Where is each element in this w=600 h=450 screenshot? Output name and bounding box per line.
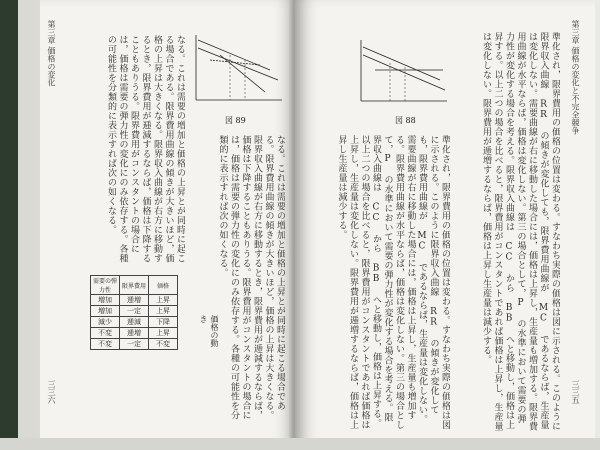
table-row bbox=[91, 328, 178, 339]
left-page-header: 第三章 価格の変化 bbox=[47, 20, 56, 87]
table-cell: 逓減 bbox=[120, 317, 149, 328]
left-body-text-top: なる。これは需要の増加と価格の上昇とが同時に起こる場合である。限界費用曲線の傾きが大きいほど，価格の上昇は大きくなる。限界収入曲線が右方に移動するとき，限界費用が逓減するならば，価格は下降することもありうる。限界費用がコンスタントの場合には，価格は需要の弾力性の変化にのみ依存する。各種の可能性を分類的に表示すれば次の如くなる。 bbox=[106, 35, 185, 263]
right-page-header: 第三章 価格の変化と不完全競争 bbox=[571, 20, 580, 135]
left-body-text-bottom: なる。これは需要の増加と価格の上昇とが同時に起こる場合である。限界費用曲線の傾きが大きいほど，価格の上昇は大きくなる。限界収入曲線が右方に移動するとき，限界費用が逓減するならば，価格は下降することもありうる。限界費用がコンスタントの場合には，価格は需要の弾力性の変化にのみ依存する。各種の可能性を分類的に表示すれば次の如くなる。 bbox=[217, 135, 285, 420]
table-cell: 一定 bbox=[120, 306, 149, 317]
table-cell: 増加 bbox=[91, 306, 120, 317]
table-row bbox=[91, 295, 178, 306]
table-cell: 上昇 bbox=[149, 306, 178, 317]
classification-table bbox=[90, 275, 219, 350]
table-cell: 一定 bbox=[120, 339, 149, 350]
table-header-cell: 限界費用 bbox=[120, 276, 149, 295]
table-cell: 逓増 bbox=[120, 328, 149, 339]
table-cell: 不変 bbox=[91, 328, 120, 339]
table-title: 価格の動き bbox=[199, 315, 219, 347]
table-header-cell: 価格 bbox=[149, 276, 178, 295]
table-row bbox=[91, 339, 178, 350]
table-cell: 下降 bbox=[149, 317, 178, 328]
table-cell: 上昇 bbox=[149, 295, 178, 306]
table-cell: 不変 bbox=[91, 339, 120, 350]
table-cell: 増加 bbox=[91, 295, 120, 306]
book-binding bbox=[0, 0, 18, 450]
table-row bbox=[91, 317, 178, 328]
left-page bbox=[40, 0, 295, 450]
table-row bbox=[91, 306, 178, 317]
table-cell: 上昇 bbox=[149, 328, 178, 339]
price-movement-table bbox=[90, 275, 178, 350]
figure-88-diagram bbox=[355, 35, 450, 110]
table-cell: 減少 bbox=[91, 317, 120, 328]
table-header-cell: 需要の弾力性 bbox=[91, 276, 120, 295]
right-page-number: 三三五 bbox=[571, 380, 580, 404]
left-page-number: 三三六 bbox=[47, 380, 56, 404]
table-cell: 不変 bbox=[149, 339, 178, 350]
right-body-text-top: 準化され，限界費用の価格の位置は変わる。すなわち実際の価格は図に示される。このように限界収入曲線 RR の傾きが変化しても，限界費用曲線が MC であるならば，生産量は変化しない。需要曲線が右に移動した場合には，価格は上昇し，生産量も増加する。限界費用曲線が水平ならば，価格は変化しない。第三の場合として，P の水準において需要の弾力性が変化する場合を考える。限界収入曲線は CC から BB へと移動し，価格は上昇する。以上二つの場合を比べると，限界費用がコンスタントであれば価格は上昇し，生産量は変化しない。限界費用が逓増するならば，価格は上昇し生産量は減少する。 bbox=[481, 32, 560, 431]
right-body-text-bottom: 準化され，限界費用の価格の位置は変わる。すなわち実際の価格は図に示される。このように限界収入曲線 RR の傾きが変化しても，限界費用曲線が MC であるならば，生産量は変化しない。需要曲線が右に移動した場合には，価格は上昇し，生産量も増加する。限界費用曲線が水平ならば，価格は変化しない。第三の場合として，P の水準において需要の弾力性が変化する場合を考える。限界収入曲線は CC から BB へと移動し，価格は上昇する。以上二つの場合を比べると，限界費用がコンスタントであれば価格は上昇し，生産量は変化しない。限界費用が逓増するならば，価格は上昇し生産量は減少する。 bbox=[336, 135, 450, 430]
page-edges bbox=[0, 438, 600, 450]
figure-89-label: 図 89 bbox=[225, 116, 246, 125]
right-page bbox=[295, 0, 595, 450]
table-cell: 逓増 bbox=[120, 295, 149, 306]
figure-88-label: 図 88 bbox=[395, 116, 416, 125]
figure-89-diagram bbox=[190, 30, 285, 110]
